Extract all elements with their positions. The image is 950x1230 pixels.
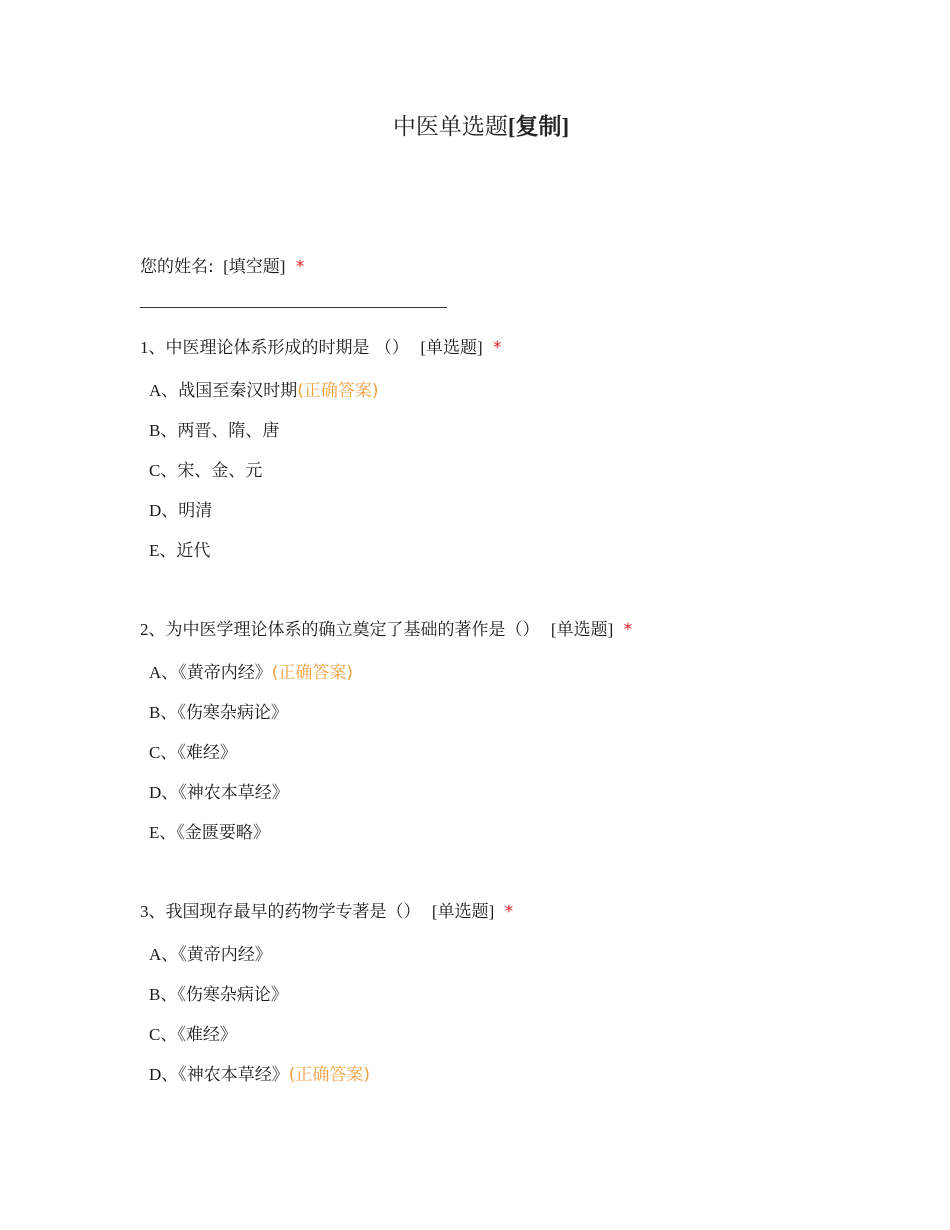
option-letter: A、 (149, 381, 179, 400)
required-mark: * (493, 338, 502, 358)
option-text: 《金匮要略》 (176, 823, 270, 843)
option[interactable] (149, 975, 370, 1015)
option-text: 《黄帝内经》 (178, 663, 272, 683)
title-suffix: [复制] (507, 114, 570, 139)
option-letter: B、 (149, 421, 178, 440)
question-number: 3、 (140, 902, 166, 921)
question-number: 2、 (140, 620, 166, 639)
name-question (140, 252, 304, 277)
question-1 (140, 333, 502, 358)
correct-answer-marker: (正确答案) (271, 663, 354, 683)
question-text: 为中医学理论体系的确立奠定了基础的著作是（） (165, 620, 540, 640)
question-3 (140, 897, 513, 922)
question-2 (140, 615, 632, 640)
option-text: 近代 (176, 541, 211, 561)
option-text: 两晋、隋、唐 (177, 421, 280, 441)
option[interactable] (149, 733, 353, 773)
question-type-tag: [单选题] (550, 620, 614, 639)
option-text: 《黄帝内经》 (178, 945, 272, 965)
option-letter: D、 (149, 501, 179, 520)
option-letter: E、 (149, 541, 177, 560)
question-1-options (149, 371, 379, 571)
question-2-options (149, 653, 353, 853)
option[interactable] (149, 773, 353, 813)
option-text: 《难经》 (177, 743, 237, 763)
question-type-tag: [单选题] (431, 902, 495, 921)
question-text: 我国现存最早的药物学专著是（） (165, 902, 421, 922)
question-type-tag: [单选题] (420, 338, 483, 357)
option-text: 《伤寒杂病论》 (177, 703, 288, 723)
required-mark: * (504, 902, 514, 922)
option[interactable] (149, 491, 379, 531)
correct-answer-marker: (正确答案) (288, 1065, 371, 1085)
option-letter: B、 (149, 985, 178, 1004)
option-letter: C、 (149, 461, 178, 480)
question-3-options (149, 935, 370, 1095)
option-letter: B、 (149, 703, 178, 722)
option[interactable] (149, 935, 370, 975)
option-letter: A、 (149, 663, 179, 682)
option[interactable] (149, 451, 379, 491)
option-text: 《难经》 (177, 1025, 237, 1045)
option-text: 《神农本草经》 (178, 783, 289, 803)
option-text: 《神农本草经》 (178, 1065, 289, 1085)
option-letter: D、 (149, 783, 179, 802)
option-letter: A、 (149, 945, 179, 964)
option[interactable] (149, 531, 379, 571)
required-mark: * (623, 620, 633, 640)
name-answer-line[interactable] (140, 307, 447, 308)
option[interactable] (149, 1015, 370, 1055)
option[interactable] (149, 371, 379, 411)
option-letter: C、 (149, 1025, 178, 1044)
correct-answer-marker: (正确答案) (297, 381, 379, 401)
question-text: 中医理论体系形成的时期是 （） (165, 338, 409, 358)
option-letter: C、 (149, 743, 178, 762)
option-text: 《伤寒杂病论》 (177, 985, 288, 1005)
option[interactable] (149, 693, 353, 733)
name-question-label: 您的姓名: (140, 257, 214, 277)
option-text: 宋、金、元 (177, 461, 263, 481)
page-title (0, 108, 950, 141)
option-letter: D、 (149, 1065, 179, 1084)
option-text: 战国至秦汉时期 (178, 381, 298, 401)
option[interactable] (149, 411, 379, 451)
option[interactable] (149, 813, 353, 853)
title-main: 中医单选题 (392, 114, 508, 139)
question-type-tag: [填空题] (223, 257, 286, 276)
option[interactable] (149, 1055, 370, 1095)
option-letter: E、 (149, 823, 177, 842)
option-text: 明清 (178, 501, 213, 521)
question-number: 1、 (140, 338, 166, 357)
required-mark: * (295, 257, 305, 277)
option[interactable] (149, 653, 353, 693)
